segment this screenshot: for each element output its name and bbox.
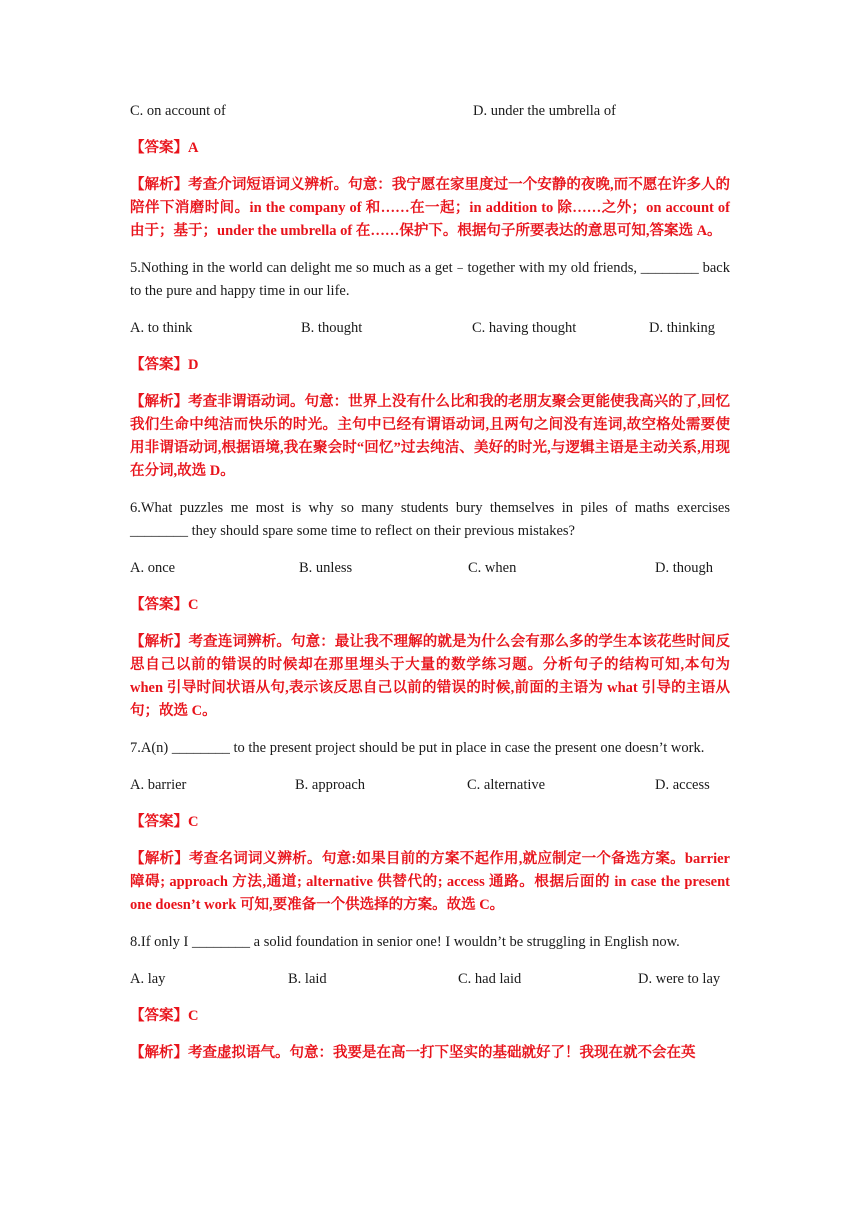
q8-analysis: 【解析】考查虚拟语气。句意：我要是在高一打下坚实的基础就好了！我现在就不会在英 xyxy=(130,1045,696,1061)
q6-option-a: A. once xyxy=(130,560,176,576)
q6-answer: 【答案】C xyxy=(130,597,199,613)
q7-option-b: B. approach xyxy=(295,777,366,793)
q7-option-c: C. alternative xyxy=(467,777,546,793)
q5-options xyxy=(130,317,730,340)
q6-analysis: 【解析】考查连词辨析。句意：最让我不理解的就是为什么会有那么多的学生本该花些时间反思自己以前的错误的时候却在那里埋头于大量的数学练习题。分析句子的结构可知,本句为 when 引导时间状语从句,表示该反思自己以前的错误的时候,前面的主语为 what 引导的主语从句；故选 C。 xyxy=(130,634,730,719)
q8-answer: 【答案】C xyxy=(130,1008,199,1024)
q4-option-d: D. under the umbrella of xyxy=(473,103,616,119)
q7-options xyxy=(130,774,730,797)
q4-answer: 【答案】A xyxy=(130,140,199,156)
q4-options xyxy=(130,100,730,123)
q5-option-d: D. thinking xyxy=(649,320,716,336)
q8-option-c: C. had laid xyxy=(458,971,522,987)
q8-option-a: A. lay xyxy=(130,971,166,987)
q4-analysis: 【解析】考查介词短语词义辨析。句意：我宁愿在家里度过一个安静的夜晚,而不愿在许多人的陪伴下消磨时间。in the company of 和……在一起；in addition to 除……之外；on account of 由于；基于；under the umbrella of 在……保护下。根据句子所要表达的意思可知,答案选 A。 xyxy=(130,177,730,239)
q6-options xyxy=(130,557,730,580)
q6-option-b: B. unless xyxy=(299,560,353,576)
q5-option-c: C. having thought xyxy=(472,320,577,336)
q5-stem: 5.Nothing in the world can delight me so much as a get﹣together with my old friends, ________ back to the pure and happy time in our life. xyxy=(130,260,730,299)
q7-option-d: D. access xyxy=(655,777,710,793)
document-page xyxy=(130,100,730,1065)
q6-option-c: C. when xyxy=(468,560,517,576)
q8-option-b: B. laid xyxy=(288,971,327,987)
q5-option-a: A. to think xyxy=(130,320,193,336)
q7-stem: 7.A(n) ________ to the present project should be put in place in case the present one doesn’t work. xyxy=(130,740,705,756)
q5-answer: 【答案】D xyxy=(130,357,199,373)
q8-option-d: D. were to lay xyxy=(638,971,721,987)
q8-stem: 8.If only I ________ a solid foundation in senior one! I wouldn’t be struggling in English now. xyxy=(130,934,680,950)
q4-option-c: C. on account of xyxy=(130,103,226,119)
q6-option-d: D. though xyxy=(655,560,713,576)
q8-options xyxy=(130,968,730,991)
q5-option-b: B. thought xyxy=(301,320,363,336)
q7-option-a: A. barrier xyxy=(130,777,187,793)
q7-analysis: 【解析】考查名词词义辨析。句意:如果目前的方案不起作用,就应制定一个备选方案。barrier 障碍; approach 方法,通道; alternative 供替代的; access 通路。根据后面的 in case the present one doesn’t work 可知,要准备一个供选择的方案。故选 C。 xyxy=(130,851,730,913)
q6-stem: 6.What puzzles me most is why so many students bury themselves in piles of maths exercises ________ they should spare some time to reflect on their previous mistakes? xyxy=(130,500,730,539)
q7-answer: 【答案】C xyxy=(130,814,199,830)
q5-analysis: 【解析】考查非谓语动词。句意：世界上没有什么比和我的老朋友聚会更能使我高兴的了,回忆我们生命中纯洁而快乐的时光。主句中已经有谓语动词,且两句之间没有连词,故空格处需要使用非谓语动词,根据语境,我在聚会时“回忆”过去纯洁、美好的时光,与逻辑主语是主动关系,用现在分词,故选 D。 xyxy=(130,394,730,479)
